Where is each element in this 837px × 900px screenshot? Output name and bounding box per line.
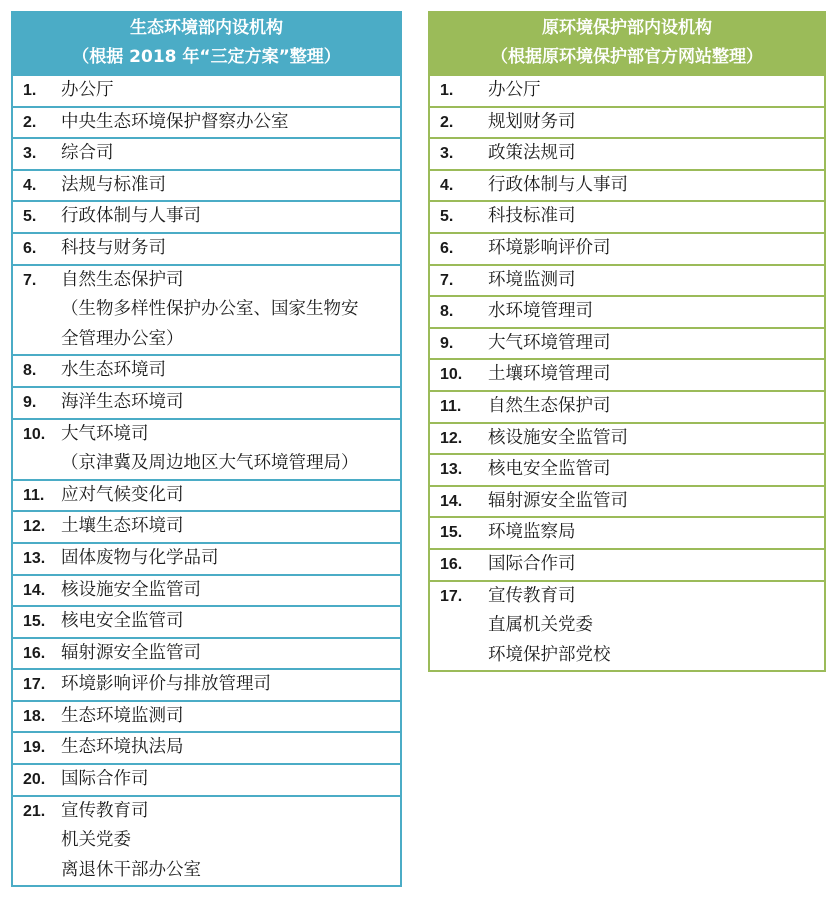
table-row: [13, 264, 400, 355]
row-text-line: 国际合作司: [488, 553, 576, 574]
row-text: [61, 702, 400, 732]
row-text: [61, 670, 400, 700]
row-text-line: 环境影响评价司: [488, 237, 611, 258]
row-text-line: 国际合作司: [61, 769, 149, 790]
row-number: 6.: [440, 239, 454, 257]
row-text: [488, 329, 824, 359]
row-text-line: 环境监测司: [488, 269, 576, 290]
row-number: 17.: [23, 676, 46, 694]
row-text: [488, 582, 824, 671]
row-text: [61, 171, 400, 201]
table-row: [430, 485, 824, 517]
table-row: [13, 354, 400, 386]
table-row: [430, 232, 824, 264]
row-number: 18.: [23, 707, 46, 725]
row-text: [488, 518, 824, 548]
row-number: 6.: [23, 239, 37, 257]
row-text-line: 水生态环境司: [61, 360, 166, 381]
row-text-line: 机关党委: [61, 830, 131, 851]
row-text-line: 中央生态环境保护督察办公室: [61, 111, 289, 132]
table-row: [430, 106, 824, 138]
row-number: 9.: [23, 393, 37, 411]
row-text: [488, 139, 824, 169]
row-number: 3.: [440, 145, 454, 163]
row-text-line: 辐射源安全监管司: [488, 490, 628, 511]
row-text-line: 宣传教育司: [61, 800, 149, 821]
left-table-subtitle: （根据 2018 年“三定方案”整理）: [72, 47, 341, 67]
row-text: [61, 266, 400, 355]
row-text-line: 规划财务司: [488, 111, 576, 132]
row-text: [488, 171, 824, 201]
table-row: [13, 106, 400, 138]
table-row: [13, 232, 400, 264]
row-text-line: 科技标准司: [488, 206, 576, 227]
row-text-line: 办公厅: [488, 80, 541, 100]
row-number: 16.: [440, 555, 463, 573]
row-number: 21.: [23, 802, 46, 820]
row-number: 19.: [23, 739, 46, 757]
row-text-line: （京津冀及周边地区大气环境管理局）: [61, 453, 359, 474]
table-row: [13, 74, 400, 106]
row-number: 14.: [23, 581, 46, 599]
row-text: [61, 234, 400, 264]
table-row: [430, 295, 824, 327]
row-text: [488, 550, 824, 580]
table-row: [430, 200, 824, 232]
row-text-line: 宣传教育司: [488, 585, 576, 606]
row-text: [488, 202, 824, 232]
row-text-line: 应对气候变化司: [61, 484, 184, 505]
row-text: [61, 76, 400, 106]
row-text: [61, 420, 400, 479]
row-number: 13.: [23, 549, 46, 567]
row-text-line: 直属机关党委: [488, 615, 593, 636]
row-text: [488, 266, 824, 296]
row-text-line: 自然生态保护司: [61, 269, 184, 290]
table-row: [13, 731, 400, 763]
row-text: [61, 481, 400, 511]
right-table-header: [430, 13, 824, 74]
row-text-line: 核电安全监管司: [488, 459, 611, 480]
row-text-line: 核电安全监管司: [61, 611, 184, 632]
row-number: 12.: [23, 518, 46, 536]
row-text: [488, 392, 824, 422]
left-table: [11, 11, 402, 887]
left-table-title: 生态环境部内设机构: [130, 18, 283, 38]
table-row: [13, 668, 400, 700]
table-row: [13, 763, 400, 795]
row-text: [61, 108, 400, 138]
table-row: [13, 574, 400, 606]
row-text: [488, 487, 824, 517]
row-text-line: 行政体制与人事司: [488, 174, 628, 195]
row-text: [488, 234, 824, 264]
row-number: 11.: [440, 397, 462, 415]
table-row: [430, 74, 824, 106]
row-number: 8.: [23, 362, 37, 380]
row-text-line: 环境影响评价与排放管理司: [61, 674, 271, 695]
row-text-line: 固体废物与化学品司: [61, 547, 219, 568]
row-text-line: 环境保护部党校: [488, 644, 611, 665]
table-row: [430, 327, 824, 359]
row-text-line: 生态环境执法局: [61, 737, 184, 758]
row-text: [61, 765, 400, 795]
row-text-line: 政策法规司: [488, 143, 576, 164]
right-table-title: 原环境保护部内设机构: [542, 18, 712, 38]
row-number: 3.: [23, 145, 37, 163]
table-row: [13, 542, 400, 574]
right-table-subtitle: （根据原环境保护部官方网站整理）: [491, 47, 763, 67]
row-text-line: 核设施安全监管司: [61, 579, 201, 600]
table-row: [13, 700, 400, 732]
row-text-line: 生态环境监测司: [61, 705, 184, 726]
row-text: [488, 360, 824, 390]
table-row: [430, 169, 824, 201]
row-number: 12.: [440, 429, 463, 447]
row-text: [488, 424, 824, 454]
row-text-line: 大气环境司: [61, 423, 149, 444]
table-row: [430, 264, 824, 296]
table-row: [13, 637, 400, 669]
row-number: 10.: [440, 366, 463, 384]
table-row: [430, 453, 824, 485]
row-number: 11.: [23, 486, 45, 504]
row-text-line: 水环境管理司: [488, 301, 593, 322]
table-row: [430, 580, 824, 671]
row-text-line: 办公厅: [61, 80, 114, 100]
row-text-line: 核设施安全监管司: [488, 427, 628, 448]
row-text: [61, 607, 400, 637]
row-text: [488, 297, 824, 327]
row-text-line: 行政体制与人事司: [61, 206, 201, 227]
row-text-line: 环境监察局: [488, 522, 576, 543]
right-table: [428, 11, 826, 672]
table-row: [430, 137, 824, 169]
row-number: 14.: [440, 492, 463, 510]
row-number: 15.: [23, 613, 46, 631]
table-row: [13, 386, 400, 418]
table-row: [13, 795, 400, 886]
row-number: 17.: [440, 587, 463, 605]
row-text-line: 综合司: [61, 143, 114, 164]
row-number: 7.: [23, 271, 37, 289]
row-text-line: 法规与标准司: [61, 174, 166, 195]
row-number: 5.: [440, 208, 454, 226]
left-table-rows: [13, 74, 400, 885]
row-number: 2.: [440, 113, 454, 131]
row-text: [61, 202, 400, 232]
row-text-line: （生物多样性保护办公室、国家生物安: [61, 299, 359, 320]
row-number: 7.: [440, 271, 454, 289]
table-row: [430, 358, 824, 390]
row-text: [61, 544, 400, 574]
row-number: 15.: [440, 524, 463, 542]
row-text: [488, 108, 824, 138]
row-text: [61, 797, 400, 886]
row-number: 16.: [23, 644, 46, 662]
row-text-line: 自然生态保护司: [488, 395, 611, 416]
table-row: [430, 548, 824, 580]
right-table-rows: [430, 74, 824, 670]
row-number: 1.: [440, 82, 454, 99]
row-number: 4.: [440, 176, 454, 194]
table-row: [13, 605, 400, 637]
row-text-line: 海洋生态环境司: [61, 391, 184, 412]
row-number: 5.: [23, 208, 37, 226]
table-row: [430, 422, 824, 454]
row-number: 20.: [23, 771, 46, 789]
row-number: 8.: [440, 303, 454, 321]
row-text: [61, 139, 400, 169]
row-text: [61, 733, 400, 763]
row-text: [61, 639, 400, 669]
row-number: 4.: [23, 176, 37, 194]
table-row: [13, 169, 400, 201]
left-table-header: [13, 13, 400, 74]
row-number: 2.: [23, 113, 37, 131]
table-row: [13, 479, 400, 511]
row-number: 10.: [23, 425, 46, 443]
table-row: [13, 137, 400, 169]
table-row: [13, 510, 400, 542]
row-text-line: 辐射源安全监管司: [61, 642, 201, 663]
row-text-line: 土壤生态环境司: [61, 516, 184, 537]
row-text: [61, 388, 400, 418]
table-row: [13, 418, 400, 479]
row-number: 9.: [440, 334, 454, 352]
row-text: [488, 76, 824, 106]
row-text: [61, 576, 400, 606]
row-text-line: 全管理办公室）: [61, 328, 184, 349]
row-text: [61, 512, 400, 542]
row-text-line: 土壤环境管理司: [488, 364, 611, 385]
row-text: [488, 455, 824, 485]
table-row: [430, 516, 824, 548]
table-row: [13, 200, 400, 232]
row-number: 13.: [440, 461, 463, 479]
row-number: 1.: [23, 82, 37, 99]
row-text-line: 大气环境管理司: [488, 332, 611, 353]
row-text: [61, 356, 400, 386]
row-text-line: 科技与财务司: [61, 237, 166, 258]
row-text-line: 离退休干部办公室: [61, 859, 201, 880]
table-row: [430, 390, 824, 422]
